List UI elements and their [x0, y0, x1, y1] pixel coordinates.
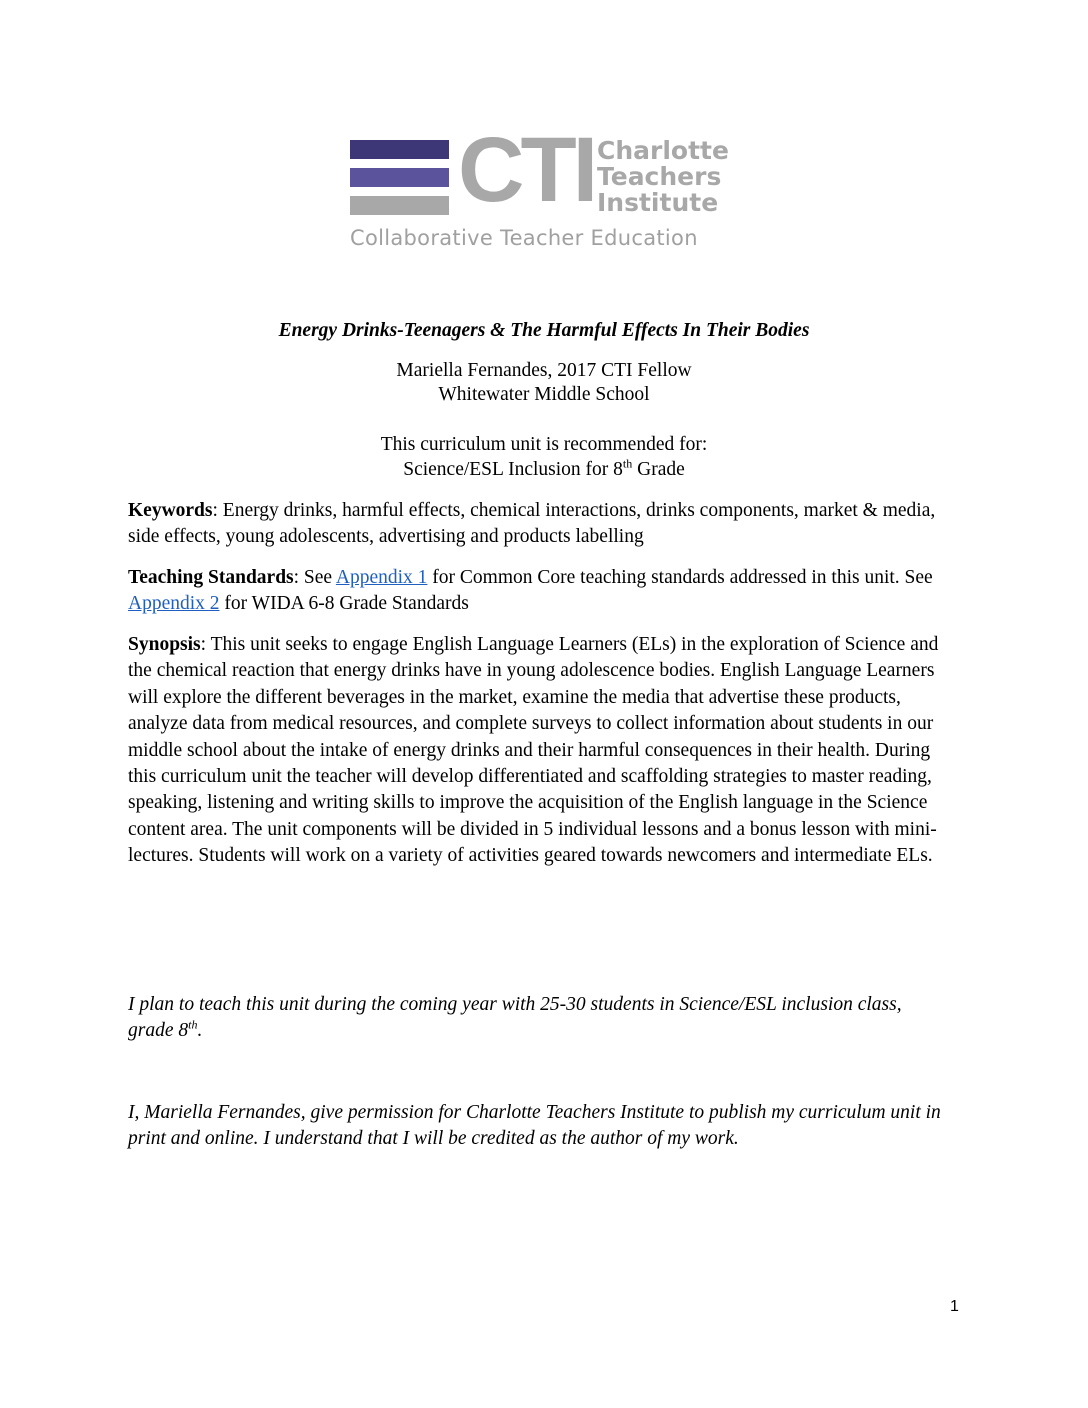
school-name: Whitewater Middle School — [438, 384, 650, 405]
cti-logo — [350, 119, 740, 258]
recommended-intro: This curriculum unit is recommended for: — [380, 434, 708, 455]
logo-bar — [350, 168, 449, 187]
standards-label: Teaching Standards — [128, 567, 294, 588]
logo-tagline: Collaborative Teacher Education — [350, 226, 698, 250]
appendix-1-link[interactable]: Appendix 1 — [335, 567, 428, 588]
appendix-2-link[interactable]: Appendix 2 — [128, 593, 220, 615]
logo-name-line: Institute — [597, 188, 719, 217]
keywords-label: Keywords — [128, 500, 213, 521]
plan-sup: th — [188, 1017, 198, 1032]
keywords-paragraph — [128, 498, 968, 551]
synopsis-paragraph — [128, 632, 953, 870]
grade-sup: th — [622, 456, 633, 471]
logo-name-line: Teachers — [597, 162, 722, 191]
grade-text: Science/ESL Inclusion for 8 — [403, 459, 623, 480]
logo-mark: CTI — [458, 119, 595, 221]
logo-bar — [350, 140, 449, 159]
plan-statement — [128, 992, 938, 1045]
grade-text-end: Grade — [632, 459, 685, 480]
standards-text: for Common Core teaching standards addressed in this unit. See — [427, 567, 933, 588]
synopsis-label: Synopsis — [128, 634, 201, 655]
page-number: 1 — [950, 1298, 959, 1315]
logo-bar — [350, 196, 449, 215]
author-line: Mariella Fernandes, 2017 CTI Fellow — [396, 360, 692, 381]
standards-text: for WIDA 6-8 Grade Standards — [219, 593, 469, 615]
standards-text: : See — [293, 567, 336, 588]
unit-title: Energy Drinks-Teenagers & The Harmful Effects In Their Bodies — [278, 320, 810, 341]
keywords-text: : Energy drinks, harmful effects, chemical interactions, drinks components, market & media, side effects, young adolescents, advertising and products labelling — [128, 500, 936, 548]
plan-end: . — [197, 1020, 203, 1042]
logo-name-line: Charlotte — [597, 136, 729, 165]
synopsis-text: : This unit seeks to engage English Language Learners (ELs) in the exploration of Science and the chemical reaction that energy drinks have in young adolescence bodies. English Language Learners will explore the different beverages in the market, examine the media that advertise these products, analyze data from medical resources, and complete surveys to collect information about students in our middle school about the intake of energy drinks and their harmful consequences in their health. During this curriculum unit the teacher will develop differentiated and scaffolding strategies to master reading, speaking, listening and writing skills to improve the acquisition of the English language in the Science content area. The unit components will be divided in 5 individual lessons and a bonus lesson with mini-lectures. Students will work on a variety of activities geared towards newcomers and intermediate ELs. — [128, 634, 939, 867]
plan-text: I plan to teach this unit during the coming year with 25-30 students in Science/ESL inclusion class, grade 8 — [128, 994, 902, 1042]
recommended-grade — [0, 457, 1088, 482]
logo-name — [597, 138, 729, 216]
standards-paragraph — [128, 565, 968, 618]
permission-statement: I, Mariella Fernandes, give permission for Charlotte Teachers Institute to publish my curriculum unit in print and online. I understand that I will be credited as the author of my work. — [128, 1102, 941, 1150]
